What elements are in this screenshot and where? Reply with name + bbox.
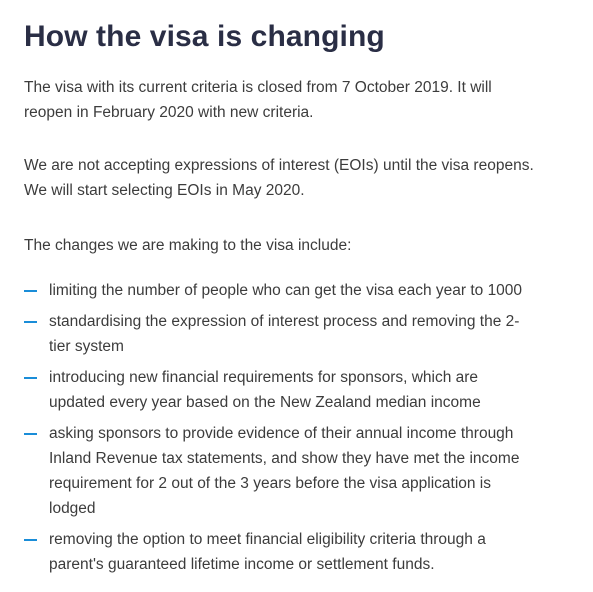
list-item-line: asking sponsors to provide evidence of their annual income through [49, 425, 514, 442]
list-item [24, 527, 584, 577]
list-item-line: limiting the number of people who can get the visa each year to 1000 [49, 282, 523, 299]
dash-icon [24, 321, 37, 323]
paragraph-visa-closed [24, 75, 492, 125]
list-item-line: parent's guaranteed lifetime income or settlement funds. [49, 556, 435, 573]
changes-list [24, 278, 584, 583]
list-item [24, 278, 584, 303]
paragraph-line: reopen in February 2020 with new criteria. [24, 104, 314, 121]
paragraph-line: The changes we are making to the visa include: [24, 237, 352, 254]
list-item-line: requirement for 2 out of the 3 years before the visa application is [49, 475, 491, 492]
paragraph-eoi-status [24, 153, 534, 203]
dash-icon [24, 539, 37, 541]
list-item-line: updated every year based on the New Zealand median income [49, 394, 481, 411]
list-item-line: lodged [49, 500, 96, 517]
list-item-line: introducing new financial requirements for sponsors, which are [49, 369, 479, 386]
list-item [24, 421, 584, 521]
list-item-line: standardising the expression of interest process and removing the 2- [49, 313, 520, 330]
list-item [24, 365, 584, 415]
list-item-line: removing the option to meet financial eligibility criteria through a [49, 531, 486, 548]
dash-icon [24, 377, 37, 379]
page-title: How the visa is changing [24, 20, 385, 53]
paragraph-changes-intro [24, 233, 351, 258]
list-item [24, 309, 584, 359]
list-item-line: Inland Revenue tax statements, and show they have met the income [49, 450, 520, 467]
dash-icon [24, 290, 37, 292]
dash-icon [24, 433, 37, 435]
paragraph-line: We will start selecting EOIs in May 2020. [24, 182, 305, 199]
paragraph-line: We are not accepting expressions of interest (EOIs) until the visa reopens. [24, 157, 534, 174]
list-item-line: tier system [49, 338, 124, 355]
paragraph-line: The visa with its current criteria is closed from 7 October 2019. It will [24, 79, 492, 96]
